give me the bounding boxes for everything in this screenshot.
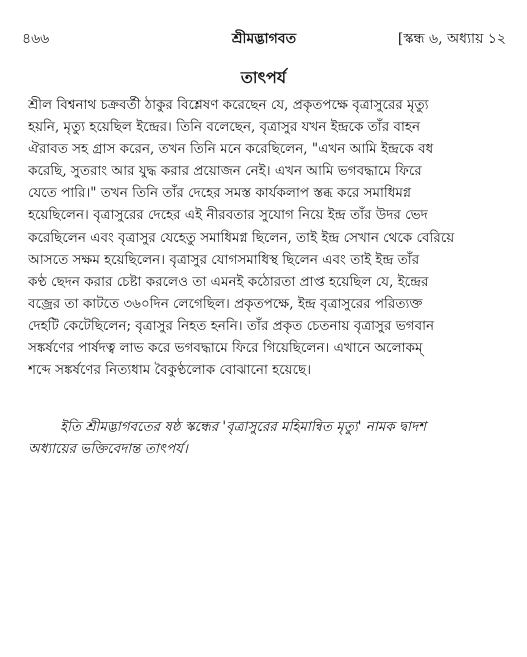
purport-line: যেতে পারি।" তখন তিনি তাঁর দেহের সমস্ত কার্যকলাপ স্তব্ধ করে সমাধিমগ্ন [28, 185, 411, 202]
page-number: ৪৬৬ [22, 31, 50, 47]
purport-line: হয়নি, মৃত্যু হয়েছিল ইন্দ্রের। তিনি বলেছেন, বৃত্রাসুর যখন ইন্দ্রকে তাঁর বাহন [28, 119, 421, 136]
purport-line: শ্রীল বিশ্বনাথ চক্রবর্তী ঠাকুর বিশ্লেষণ করেছেন যে, প্রকৃতপক্ষে বৃত্রাসুরের মৃত্যু [28, 97, 429, 113]
purport-paragraph [28, 94, 500, 381]
purport-line: হয়েছিলেন। বৃত্রাসুরের দেহের এই নীরবতার সুযোগ নিয়ে ইন্দ্র তাঁর উদর ভেদ [28, 207, 428, 224]
book-title: শ্রীমদ্ভাগবত [231, 31, 297, 47]
chapter-closing-note [28, 416, 500, 460]
purport-line: দেহটি কেটেছিলেন; বৃত্রাসুর নিহত হননি। তাঁর প্রকৃত চেতনায় বৃত্রাসুর ভগবান [28, 317, 435, 334]
purport-line: আসতে সক্ষম হয়েছিলেন। বৃত্রাসুর যোগসমাধিস্থ ছিলেন এবং তাই ইন্দ্র তাঁর [28, 251, 420, 268]
chapter-reference: [স্কন্ধ ৬, অধ্যায় ১২ [397, 31, 506, 47]
purport-line: ঐরাবত সহ গ্রাস করেন, তখন তিনি মনে করেছিলেন, "এখন আমি ইন্দ্রকে বধ [28, 141, 434, 158]
purport-line: কণ্ঠ ছেদন করার চেষ্টা করলেও তা এমনই কঠোরতা প্রাপ্ত হয়েছিল যে, ইন্দ্রের [28, 273, 429, 290]
section-title: তাৎপর্য [240, 68, 287, 87]
purport-line: শব্দে সঙ্কর্ষণের নিত্যধাম বৈকুণ্ঠলোক বোঝানো হয়েছে। [28, 362, 312, 379]
purport-line: করেছি, সুতরাং আর যুদ্ধ করার প্রয়োজন নেই। এখন আমি ভগবদ্ধামে ফিরে [28, 163, 422, 180]
purport-line: সঙ্কর্ষণের পার্ষদত্ব লাভ করে ভগবদ্ধামে ফিরে গিয়েছিলেন। এখানে অলোকম্ [28, 340, 423, 357]
closing-line: অধ্যায়ের ভক্তিবেদান্ত তাৎপর্য। [28, 441, 188, 457]
purport-line: বজ্রের তা কাটতে ৩৬০দিন লেগেছিল। প্রকৃতপক্ষে, ইন্দ্র বৃত্রাসুরের পরিত্যক্ত [28, 295, 423, 312]
closing-line: ইতি শ্রীমদ্ভাগবতের ষষ্ঠ স্কন্ধের 'বৃত্রাসুরের মহিমান্বিত মৃত্যু' নামক দ্বাদশ [60, 419, 427, 435]
running-header [22, 30, 506, 54]
purport-line: করেছিলেন এবং বৃত্রাসুর যেহেতু সমাধিমগ্ন ছিলেন, তাই ইন্দ্র সেখান থেকে বেরিয়ে [28, 229, 455, 246]
